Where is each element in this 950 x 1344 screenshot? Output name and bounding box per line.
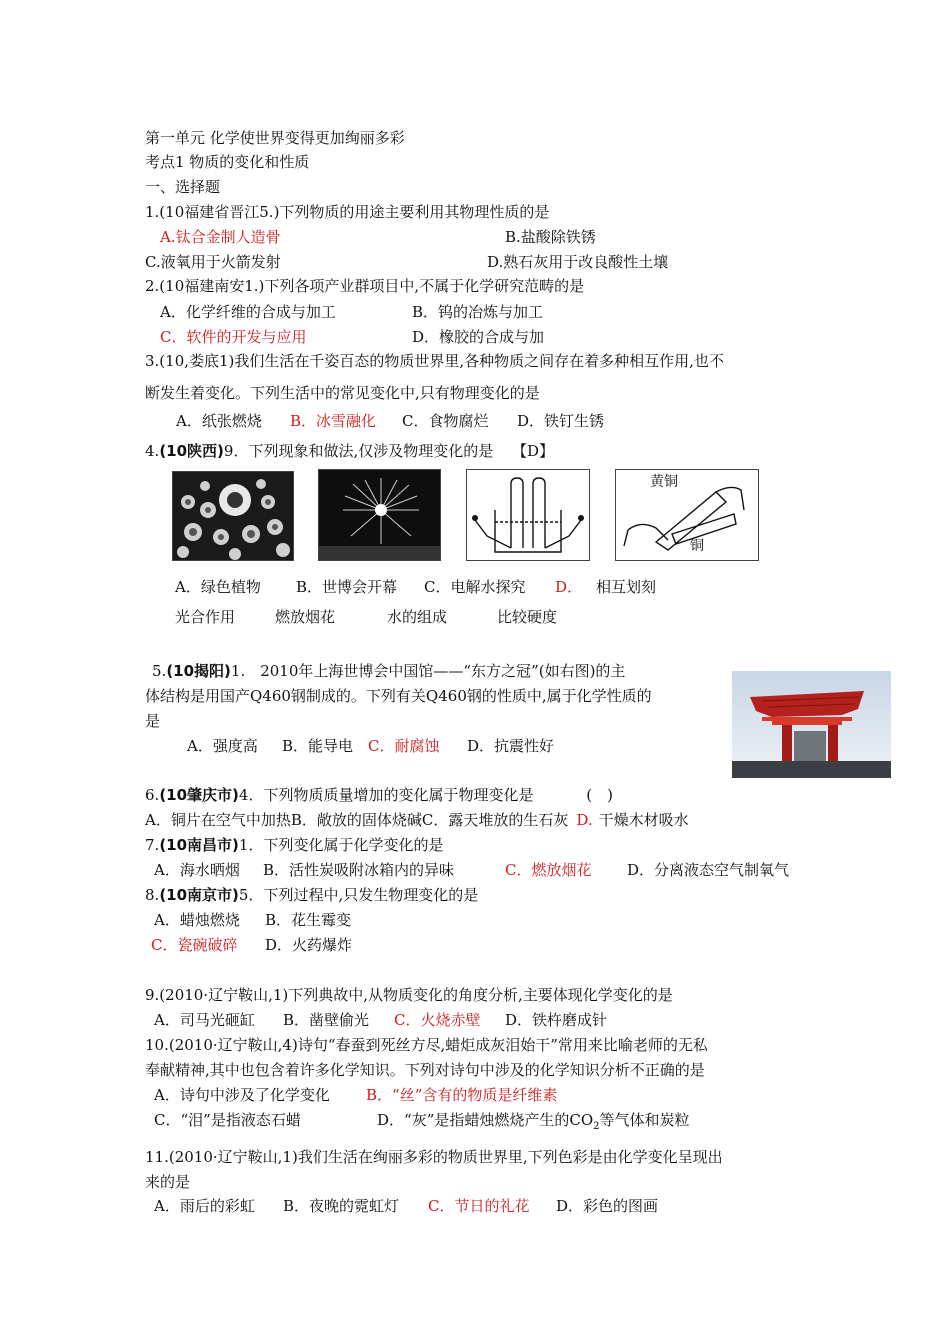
q6-option-a: A．铜片在空气中加热 <box>145 811 291 829</box>
q7-number: 7. <box>145 836 160 854</box>
q5-question-line1: 1. 2010年上海世博会中国馆——“东方之冠”(如右图)的主 <box>230 662 626 680</box>
q1-option-c: C.液氧用于火箭发射 <box>145 253 281 271</box>
q6-option-c: C．露天堆放的生石灰 <box>421 811 569 829</box>
fireworks-photo <box>318 469 441 561</box>
q4-option-d-text: 相互划刻 <box>596 578 657 596</box>
q8-option-b: B．花生霉变 <box>265 911 352 929</box>
q10-option-d-text: D．“灰”是指蜡烛燃烧产生的CO <box>377 1111 594 1129</box>
q8-question: 5．下列过程中,只发生物理变化的是 <box>238 886 479 904</box>
q2-option-d: D．橡胶的合成与加 <box>412 328 545 346</box>
q10-stem-line1: 10.(2010·辽宁鞍山,4)诗句“春蚕到死丝方尽,蜡炬成灰泪始干”常用来比喻老师的无私 <box>145 1036 708 1054</box>
q3-option-b: B．冰雪融化 <box>290 412 377 430</box>
copper-label: 铜 <box>690 538 704 554</box>
q4-question: 9．下列现象和做法,仅涉及物理变化的是 <box>223 442 494 460</box>
q1-stem: 1.(10福建省晋江5.)下列物质的用途主要利用其物理性质的是 <box>145 203 550 221</box>
q9-option-a: A．司马光砸缸 <box>154 1011 255 1029</box>
q4-option-c-line2: 水的组成 <box>387 608 448 626</box>
q2-option-c: C．软件的开发与应用 <box>160 328 307 346</box>
q8-option-d: D．火药爆炸 <box>265 936 353 954</box>
q6-answer-paren: ( ) <box>586 786 613 804</box>
q5-option-c: C．耐腐蚀 <box>368 737 440 755</box>
q8-option-c: C．瓷碗破碎 <box>151 936 238 954</box>
china-pavilion-photo <box>732 671 891 778</box>
q7-option-d: D．分离液态空气制氧气 <box>627 861 790 879</box>
china-pavilion-icon <box>732 671 891 778</box>
q5-source: (10揭阳) <box>166 662 231 680</box>
q3-option-c: C．食物腐烂 <box>402 412 489 430</box>
scratch-icon <box>616 470 758 560</box>
q10-stem-line2: 奉献精神,其中也包含着许多化学知识。下列对诗句中涉及的化学知识分析不正确的是 <box>145 1061 705 1079</box>
q9-option-c: C．火烧赤壁 <box>394 1011 481 1029</box>
q9-option-d: D．铁杵磨成针 <box>505 1011 608 1029</box>
q4-option-a: A．绿色植物 <box>175 578 261 596</box>
q11-option-c: C．节日的礼花 <box>428 1197 530 1215</box>
q8-stem <box>145 885 478 905</box>
q6-option-d-text: 干燥木材吸水 <box>598 811 689 829</box>
q10-option-c: C．“泪”是指液态石蜡 <box>154 1111 301 1129</box>
q2-option-b: B．钨的冶炼与加工 <box>412 303 544 321</box>
q11-option-d: D．彩色的图画 <box>556 1197 659 1215</box>
q4-option-a-line2: 光合作用 <box>175 608 236 626</box>
fireworks-icon <box>319 470 440 560</box>
q6-question: 4．下列物质质量增加的变化属于物理变化是 <box>238 786 534 804</box>
q3-option-a: A．纸张燃烧 <box>176 412 262 430</box>
q10-option-b: B．“丝”含有的物质是纤维素 <box>366 1086 558 1104</box>
sunflower-photo <box>172 471 294 561</box>
q4-option-b: B．世博会开幕 <box>296 578 398 596</box>
q9-stem: 9.(2010·辽宁鞍山,1)下列典故中,从物质变化的角度分析,主要体现化学变化的是 <box>145 986 673 1004</box>
q11-option-a: A．雨后的彩虹 <box>154 1197 255 1215</box>
q6-stem <box>145 785 613 805</box>
q7-option-b: B．活性炭吸附冰箱内的异味 <box>263 861 455 879</box>
q5-option-b: B．能导电 <box>282 737 354 755</box>
q5-stem-line3: 是 <box>145 712 161 730</box>
q4-source: (10陕西) <box>159 442 224 460</box>
electrolysis-figure <box>466 469 590 561</box>
section-title: 一、选择题 <box>145 178 221 196</box>
q2-option-a: A．化学纤维的合成与加工 <box>160 303 336 321</box>
unit-title: 第一单元 化学使世界变得更加绚丽多彩 <box>145 129 405 147</box>
q4-option-b-line2: 燃放烟花 <box>275 608 336 626</box>
q5-stem-line2: 体结构是用国产Q460钢制成的。下列有关Q460钢的性质中,属于化学性质的 <box>145 687 652 705</box>
q6-option-d-letter: D. <box>576 811 593 829</box>
q5-stem-line1 <box>152 661 625 681</box>
q6-options <box>145 810 689 830</box>
q4-number: 4. <box>145 442 160 460</box>
q11-stem-line2: 来的是 <box>145 1173 191 1191</box>
q5-number: 5. <box>152 662 167 680</box>
q4-option-d-line2: 比较硬度 <box>497 608 558 626</box>
q4-option-c: C．电解水探究 <box>424 578 526 596</box>
q10-option-d-tail: 等气体和炭粒 <box>599 1111 690 1129</box>
topic-title: 考点1 物质的变化和性质 <box>145 153 310 171</box>
q8-number: 8. <box>145 886 160 904</box>
q6-option-b: B．敞放的固体烧碱 <box>290 811 422 829</box>
q8-source: (10南京市) <box>159 886 239 904</box>
q7-option-c: C．燃放烟花 <box>505 861 592 879</box>
q6-number: 6. <box>145 786 160 804</box>
q6-source: (10肇庆市) <box>159 786 239 804</box>
q7-source: (10南昌市) <box>159 836 239 854</box>
q10-option-d-subscript: 2 <box>593 1121 600 1132</box>
q5-option-a: A．强度高 <box>187 737 258 755</box>
sunflower-icon <box>173 472 293 560</box>
electrolysis-icon <box>467 470 589 560</box>
q11-stem-line1: 11.(2010·辽宁鞍山,1)我们生活在绚丽多彩的物质世界里,下列色彩是由化学变化呈现出 <box>145 1148 723 1166</box>
q10-option-a: A．诗句中涉及了化学变化 <box>154 1086 330 1104</box>
q7-question: 1．下列变化属于化学变化的是 <box>238 836 444 854</box>
q3-option-d: D．铁钉生锈 <box>517 412 605 430</box>
q1-option-a: A.钛合金制人造骨 <box>160 228 281 246</box>
q1-option-b: B.盐酸除铁锈 <box>505 228 596 246</box>
brass-label: 黄铜 <box>650 474 678 490</box>
q3-stem-line2: 断发生着变化。下列生活中的常见变化中,只有物理变化的是 <box>145 384 540 402</box>
q10-option-d <box>377 1110 690 1137</box>
q7-stem <box>145 835 443 855</box>
q3-stem-line1: 3.(10,娄底1)我们生活在千姿百态的物质世界里,各种物质之间存在着多种相互作用,也不 <box>145 352 724 370</box>
q8-option-a: A．蜡烛燃烧 <box>154 911 240 929</box>
q1-option-d: D.熟石灰用于改良酸性土壤 <box>487 253 669 271</box>
q11-option-b: B．夜晚的霓虹灯 <box>283 1197 400 1215</box>
scratch-test-figure <box>615 469 759 561</box>
q4-option-d-letter: D． <box>555 578 583 596</box>
q2-stem: 2.(10福建南安1.)下列各项产业群项目中,不属于化学研究范畴的是 <box>145 277 585 295</box>
q7-option-a: A．海水晒烟 <box>154 861 240 879</box>
q5-option-d: D．抗震性好 <box>467 737 555 755</box>
q9-option-b: B．凿壁偷光 <box>283 1011 370 1029</box>
q4-stem <box>145 441 554 461</box>
q4-option-d <box>555 577 656 597</box>
q4-answer: 【D】 <box>512 442 555 460</box>
